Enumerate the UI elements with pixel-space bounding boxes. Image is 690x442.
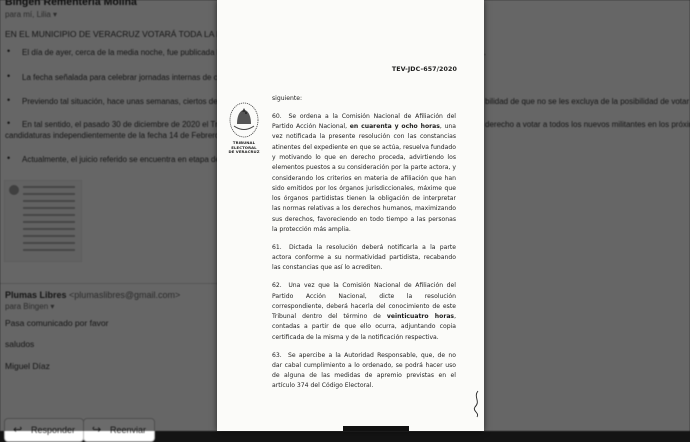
tribunal-name: TRIBUNAL ELECTORAL DE VERACRUZ: [228, 140, 260, 155]
resolution-text: [272, 94, 456, 399]
paragraph-60: 60. Se ordena a la Comisión Nacional de Afiliación del Partido Acción Nacional, en cuarenta y ocho horas, una vez notificada la presente resolución con las constancias atinentes del expediente en que se actúa, resuelva fundado y motivando lo que en derecho proceda, advirtiendo los elementos puestos a su consideración por la parte actora, y considerando los criterios en materia de afiliación que han sido emitidos por los órganos jurisdiccionales, máxime que los órganos partidistas tienen la obligación de interpretar las normas relativas a los derechos humanos, maximizando sus derechos, favoreciendo en todo tiempo a las personas la protección más amplia.: [272, 112, 457, 234]
paragraph-61: 61. Dictada la resolución deberá notificarla a la parte actora conforme a su normatividad partidista, recabando las constancias que así lo acrediten.: [272, 243, 457, 272]
paragraph-62: 62. Una vez que la Comisión Nacional de Afiliación del Partido Acción Nacional, dicte la resolución correspondiente, deberá hacerla del conocimiento de este Tribunal dentro del término de veinticuatro horas, contadas a partir de que ello ocurra, adjuntando copia certificada de la misma y de la notificación respectiva.: [272, 282, 457, 341]
eagle-seal-icon: [228, 100, 260, 140]
signature-mark: [471, 389, 483, 419]
page-edge-bar: [343, 426, 409, 431]
case-number: TEV-JDC-657/2020: [391, 66, 457, 73]
paragraph-intro: siguiente:: [272, 95, 303, 102]
paragraph-63: 63. Se apercibe a la Autoridad Responsable, que, de no dar cabal cumplimiento a lo ordenado, se podrá hacer uso de alguna de las medidas de apremio previstas en el artículo 374 del Código Electoral.: [272, 351, 456, 390]
tribunal-logo: [221, 100, 267, 155]
document-page: [217, 0, 484, 431]
